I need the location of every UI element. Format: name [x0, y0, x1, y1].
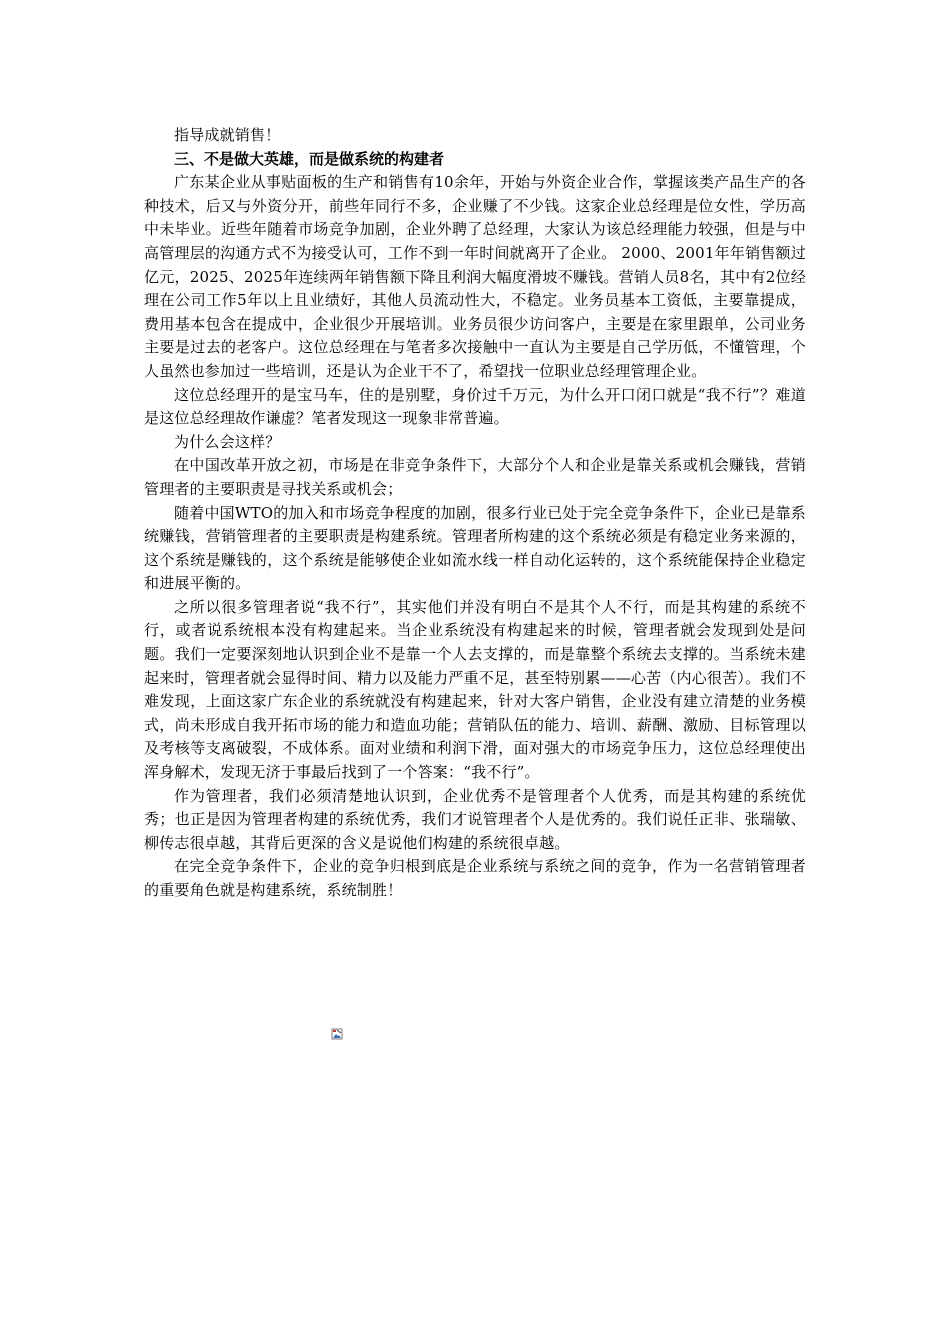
paragraph-4: 在中国改革开放之初，市场是在非竞争条件下，大部分个人和企业是靠关系或机会赚钱，营销管理者的主要职责是寻找关系或机会； — [144, 456, 806, 498]
paragraph-1: 广东某企业从事贴面板的生产和销售有10余年，开始与外资企业合作，掌握该类产品生产的各种技术，后又与外资分开，前些年同行不多，企业赚了不少钱。这家企业总经理是位女性，学历高中未毕业。近些年随着市场竞争加剧，企业外聘了总经理，大家认为该总经理能力较强，但是与中高管理层的沟通方式不为接受认可，工作不到一年时间就离开了企业。 2000、2001年年销售额过亿元，2025、2025年连续两年销售额下降且利润大幅度滑坡不赚钱。营销人员8名，其中有2位经理在公司工作5年以上且业绩好，其他人员流动性大，不稳定。业务员基本工资低，主要靠提成，费用基本包含在提成中，企业很少开展培训。业务员很少访问客户，主要是在家里跟单，公司业务主要是过去的老客户。这位总经理在与笔者多次接触中一直认为主要是自己学历低，不懂管理，个人虽然也参加过一些培训，还是认为企业干不了，希望找一位职业总经理管理企业。 — [144, 173, 806, 380]
paragraph-8: 在完全竞争条件下，企业的竞争归根到底是企业系统与系统之间的竞争，作为一名营销管理者的重要角色就是构建系统，系统制胜！ — [144, 857, 806, 899]
paragraph-3: 为什么会这样？ — [174, 432, 281, 451]
document-body — [144, 124, 806, 903]
paragraph-7: 作为管理者，我们必须清楚地认识到，企业优秀不是管理者个人优秀，而是其构建的系统优秀；也正是因为管理者构建的系统优秀，我们才说管理者个人是优秀的。我们说任正非、张瑞敏、柳传志很卓越，其背后更深的含义是说他们构建的系统很卓越。 — [144, 786, 806, 852]
paragraph-6: 之所以很多管理者说“我不行”，其实他们并没有明白不是其个人不行，而是其构建的系统不行，或者说系统根本没有构建起来。当企业系统没有构建起来的时候，管理者就会发现到处是问题。我们一定要深刻地认识到企业不是靠一个人去支撑的，而是靠整个系统去支撑的。当系统未建起来时，管理者就会显得时间、精力以及能力严重不足，甚至特别累——心苦（内心很苦）。我们不难发现，上面这家广东企业的系统就没有构建起来，针对大客户销售，企业没有建立清楚的业务模式，尚未形成自我开拓市场的能力和造血功能；营销队伍的能力、培训、薪酬、激励、目标管理以及考核等支离破裂，不成体系。面对业绩和利润下滑，面对强大的市场竞争压力，这位总经理使出浑身解术，发现无济于事最后找到了一个答案：“我不行”。 — [144, 597, 806, 782]
section-heading: 三、不是做大英雄，而是做系统的构建者 — [174, 149, 445, 168]
paragraph-5: 随着中国WTO的加入和市场竞争程度的加剧，很多行业已处于完全竞争条件下，企业已是靠系统赚钱，营销管理者的主要职责是构建系统。管理者所构建的这个系统必须是有稳定业务来源的，这个系统是赚钱的，这个系统是能够使企业如流水线一样自动化运转的，这个系统能保持企业稳定和进展平衡的。 — [144, 503, 806, 593]
paragraph-2: 这位总经理开的是宝马车，住的是别墅，身价过千万元，为什么开口闭口就是“我不行”？难道是这位总经理故作谦虚？笔者发现这一现象非常普遍。 — [144, 385, 806, 428]
lead-line: 指导成就销售！ — [174, 126, 281, 144]
broken-image-icon — [331, 1028, 343, 1040]
